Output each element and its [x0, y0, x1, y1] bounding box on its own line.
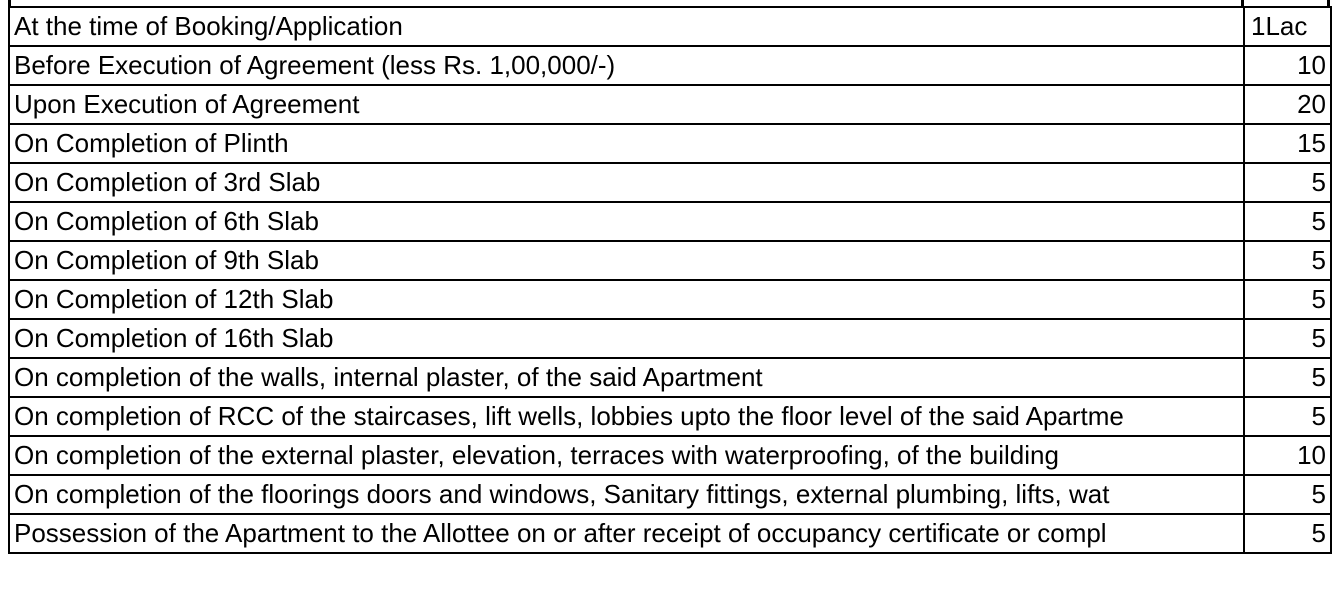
payment-schedule-table: [8, 6, 1332, 554]
stage-cell: On completion of the floorings doors and windows, Sanitary fittings, external plumbing, lifts, wat: [9, 475, 1244, 514]
value-cell: 15: [1244, 124, 1331, 163]
stage-cell: On completion of the walls, internal plaster, of the said Apartment: [9, 358, 1244, 397]
table-row: [9, 241, 1331, 280]
value-cell: 1Lac: [1244, 7, 1331, 46]
stage-cell: On Completion of 3rd Slab: [9, 163, 1244, 202]
table-row: [9, 46, 1331, 85]
stage-cell: Upon Execution of Agreement: [9, 85, 1244, 124]
top-middle-border: [1241, 0, 1244, 6]
value-cell: 5: [1244, 280, 1331, 319]
stage-cell: On Completion of 16th Slab: [9, 319, 1244, 358]
value-cell: 20: [1244, 85, 1331, 124]
table-row: [9, 514, 1331, 553]
stage-cell: On Completion of Plinth: [9, 124, 1244, 163]
table-top-edge: [8, 0, 1330, 6]
table-row: [9, 319, 1331, 358]
payment-schedule-sheet: [8, 0, 1330, 554]
top-right-border: [1327, 0, 1330, 6]
table-row: [9, 163, 1331, 202]
table-row: [9, 358, 1331, 397]
stage-cell: At the time of Booking/Application: [9, 7, 1244, 46]
stage-cell: On Completion of 6th Slab: [9, 202, 1244, 241]
table-row: [9, 436, 1331, 475]
stage-cell: On completion of RCC of the staircases, lift wells, lobbies upto the floor level of the said Apartme: [9, 397, 1244, 436]
table-row: [9, 202, 1331, 241]
value-cell: 10: [1244, 46, 1331, 85]
value-cell: 5: [1244, 514, 1331, 553]
stage-cell: On Completion of 9th Slab: [9, 241, 1244, 280]
table-row: [9, 7, 1331, 46]
value-cell: 5: [1244, 163, 1331, 202]
table-row: [9, 85, 1331, 124]
table-row: [9, 280, 1331, 319]
stage-cell: Possession of the Apartment to the Allottee on or after receipt of occupancy certificate or compl: [9, 514, 1244, 553]
top-left-border: [8, 0, 11, 6]
value-cell: 5: [1244, 475, 1331, 514]
stage-cell: Before Execution of Agreement (less Rs. 1,00,000/-): [9, 46, 1244, 85]
value-cell: 5: [1244, 397, 1331, 436]
value-cell: 5: [1244, 358, 1331, 397]
value-cell: 10: [1244, 436, 1331, 475]
table-row: [9, 397, 1331, 436]
table-row: [9, 475, 1331, 514]
value-cell: 5: [1244, 241, 1331, 280]
stage-cell: On completion of the external plaster, elevation, terraces with waterproofing, of the building: [9, 436, 1244, 475]
table-row: [9, 124, 1331, 163]
value-cell: 5: [1244, 319, 1331, 358]
stage-cell: On Completion of 12th Slab: [9, 280, 1244, 319]
value-cell: 5: [1244, 202, 1331, 241]
